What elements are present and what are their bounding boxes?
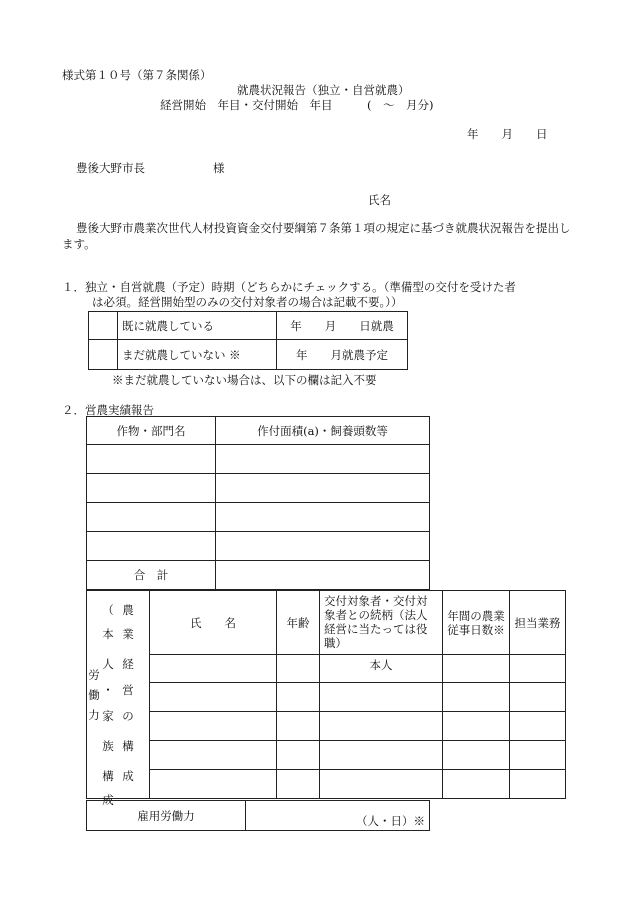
checkbox-already-farming[interactable] (89, 312, 118, 340)
v-char-7: 成 (122, 769, 134, 783)
total-value[interactable] (216, 561, 430, 590)
header-days: 年間の農業従事日数※ (443, 591, 510, 655)
v-char-3: 経 (122, 657, 134, 671)
section1-note: ※まだ就農していない場合は、以下の欄は記入不要 (112, 373, 377, 387)
age-cell[interactable] (277, 741, 320, 770)
label-already-farming: 既に就農している (118, 312, 277, 340)
hired-labor-label: 雇用労働力 (87, 801, 246, 831)
header-area: 作付面積(a)・飼養頭数等 (216, 417, 430, 445)
header-relation: 交付対象者・交付対象者との続柄（法人経営に当たっては役職） (320, 591, 443, 655)
checkbox-not-yet-farming[interactable] (89, 340, 118, 370)
duty-cell[interactable] (510, 683, 566, 712)
farming-results-table (86, 416, 430, 590)
relation-cell[interactable] (320, 683, 443, 712)
total-label: 合 計 (87, 561, 216, 590)
char-hon: 本 (102, 627, 114, 641)
header-name: 氏 名 (150, 591, 277, 655)
relation-cell[interactable] (320, 770, 443, 799)
area-cell[interactable] (216, 503, 430, 532)
age-cell[interactable] (277, 770, 320, 799)
duty-cell[interactable] (510, 770, 566, 799)
addressee: 豊後大野市長 (76, 161, 145, 175)
name-cell[interactable] (150, 741, 277, 770)
days-cell[interactable] (443, 712, 510, 741)
crop-cell[interactable] (87, 474, 216, 503)
v-char-1: 農 (122, 603, 134, 617)
section1-heading-line1: １．独立・自営就農（予定）時期（どちらかにチェックする。（準備型の交付を受けた者 (62, 280, 516, 294)
hired-labor-table (86, 800, 430, 831)
v-char-5: の (122, 709, 134, 723)
label-not-yet-farming: まだ就農していない ※ (118, 340, 277, 370)
name-label: 氏名 (368, 193, 391, 207)
intro-paragraph: 豊後大野市農業次世代人材投資資金交付要綱第７条第１項の規定に基づき就農状況報告を提出します。 (62, 221, 571, 251)
area-cell[interactable] (216, 474, 430, 503)
v-char-4: 営 (122, 683, 134, 697)
duty-cell[interactable] (510, 655, 566, 683)
char-sei: 成 (102, 793, 114, 807)
honorific: 様 (213, 161, 225, 175)
duty-cell[interactable] (510, 741, 566, 770)
name-cell[interactable] (150, 770, 277, 799)
crop-cell[interactable] (87, 503, 216, 532)
name-cell[interactable] (150, 683, 277, 712)
header-crop: 作物・部門名 (87, 417, 216, 445)
labor-table (86, 590, 566, 807)
age-cell[interactable] (277, 712, 320, 741)
employment-status-table (88, 311, 408, 370)
duty-cell[interactable] (510, 712, 566, 741)
side-char-2: 働 (88, 688, 100, 702)
name-cell[interactable] (150, 712, 277, 741)
v-char-6: 構 (122, 739, 134, 753)
crop-cell[interactable] (87, 532, 216, 561)
paren-open: （ (102, 603, 114, 617)
char-dot: ・ (102, 683, 114, 697)
v-char-2: 業 (122, 627, 134, 641)
section1-heading-line2: は必須。経営開始型のみの交付対象者の場合は記載不要。）） (92, 295, 403, 309)
relation-cell[interactable] (320, 712, 443, 741)
days-cell[interactable] (443, 770, 510, 799)
char-nin: 人 (102, 657, 114, 671)
days-cell[interactable] (443, 741, 510, 770)
days-cell[interactable] (443, 655, 510, 683)
area-cell[interactable] (216, 445, 430, 474)
form-number: 様式第１０号（第７条関係） (62, 68, 212, 82)
char-ka: 家 (102, 709, 114, 723)
date-line: 年 月 日 (467, 127, 548, 141)
document-subtitle: 経営開始 年目・交付開始 年目 ( ～ 月分) (160, 98, 434, 112)
char-kou: 構 (102, 769, 114, 783)
side-char-1: 労 (88, 668, 100, 682)
crop-cell[interactable] (87, 445, 216, 474)
header-duty: 担当業務 (510, 591, 566, 655)
value-not-yet-farming[interactable]: 年 月就農予定 (277, 340, 408, 370)
char-zoku: 族 (102, 739, 114, 753)
relation-cell[interactable]: 本人 (320, 655, 443, 683)
name-cell[interactable] (150, 655, 277, 683)
header-age: 年齢 (277, 591, 320, 655)
age-cell[interactable] (277, 655, 320, 683)
area-cell[interactable] (216, 532, 430, 561)
value-already-farming[interactable]: 年 月 日就農 (277, 312, 408, 340)
days-cell[interactable] (443, 683, 510, 712)
age-cell[interactable] (277, 683, 320, 712)
side-char-3: 力 (88, 708, 100, 722)
document-title: 就農状況報告（独立・自営就農） (237, 83, 410, 97)
relation-cell[interactable] (320, 741, 443, 770)
labor-side-cell (87, 591, 150, 807)
section2-heading: ２．営農実績報告 (62, 403, 154, 417)
hired-labor-value[interactable]: （人・日）※ (246, 801, 430, 831)
